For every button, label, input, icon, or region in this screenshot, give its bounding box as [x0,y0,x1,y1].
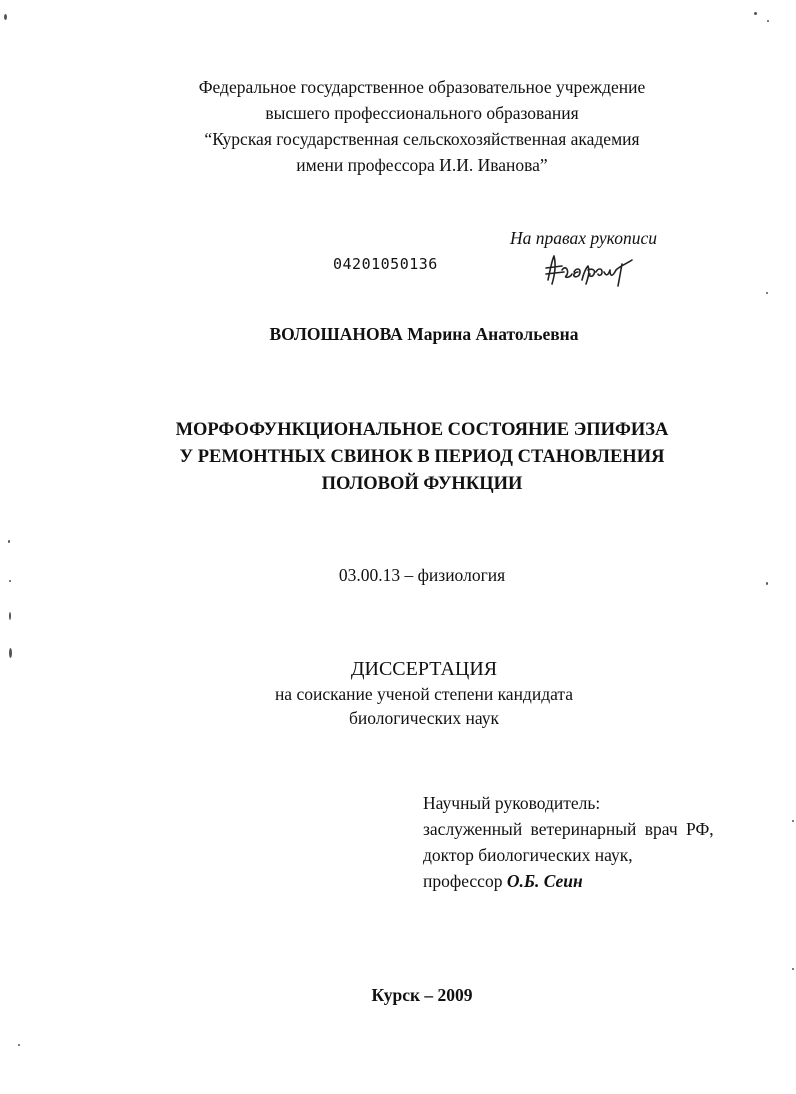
scan-speck [767,20,769,22]
degree-description [26,682,796,730]
supervisor-name: О.Б. Сеин [506,871,583,891]
institution-line-1: Федеральное государственное образовательное учреждение [198,77,646,97]
scan-speck [766,582,768,585]
dissertation-heading: ДИССЕРТАЦИЯ [350,658,498,680]
supervisor-title-prefix: профессор [423,871,503,891]
scan-speck [9,612,11,620]
handwritten-signature [540,250,640,290]
supervisor-line-1: заслуженный ветеринарный врач РФ, [423,819,714,839]
degree-line-1: на соискание ученой степени кандидата [274,684,574,704]
document-code: 04201050136 [333,255,438,273]
scan-speck [9,580,11,582]
specialty-code: 03.00.13 – физиология [338,565,506,585]
city-year: Курск – 2009 [371,985,473,1005]
title-line-2: У РЕМОНТНЫХ СВИНОК В ПЕРИОД СТАНОВЛЕНИЯ [179,447,665,467]
degree-line-2: биологических наук [348,708,500,728]
supervisor-label: Научный руководитель: [423,793,601,813]
institution-line-3: “Курская государственная сельскохозяйственная академия [204,129,640,149]
institution-line-2: высшего профессионального образования [265,103,579,123]
title-line-1: МОРФОФУНКЦИОНАЛЬНОЕ СОСТОЯНИЕ ЭПИФИЗА [175,420,669,440]
scan-speck [792,820,794,822]
scan-speck [766,292,768,294]
scan-speck [792,968,794,970]
institution-line-4: имени профессора И.И. Иванова” [296,155,548,175]
institution-header [24,74,796,178]
scan-speck [754,12,757,15]
author-name: ВОЛОШАНОВА Марина Анатольевна [269,324,579,344]
scan-speck [8,540,10,543]
supervisor-block [423,790,714,894]
scan-speck [18,1044,20,1046]
supervisor-line-3 [423,868,714,894]
supervisor-line-2: доктор биологических наук, [423,845,633,865]
dissertation-title [24,417,796,498]
scan-speck [4,14,7,20]
scan-speck [9,648,12,658]
title-line-3: ПОЛОВОЙ ФУНКЦИИ [321,474,523,494]
rights-note: На правах рукописи [510,228,657,248]
